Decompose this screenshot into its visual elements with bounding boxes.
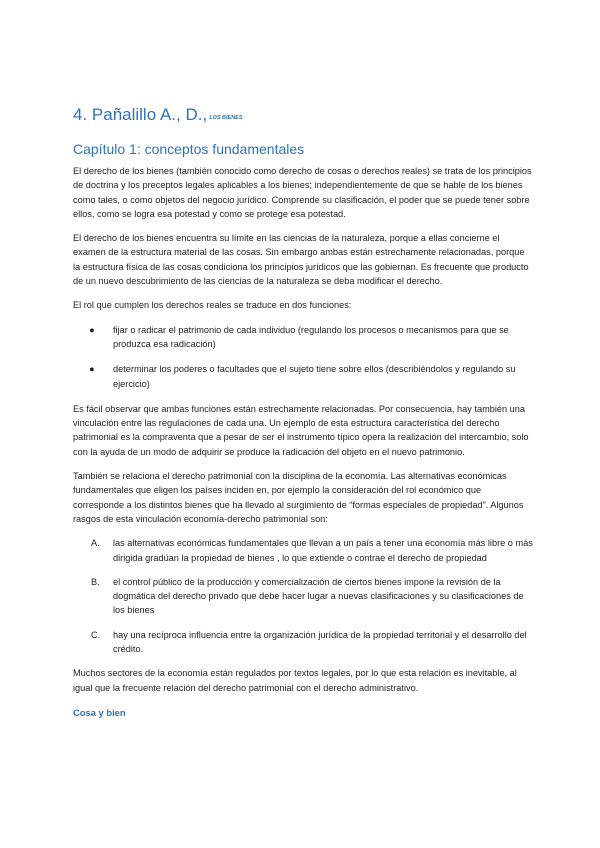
paragraph-conclusion: Muchos sectores de la economía están regulados por textos legales, por lo que esta relación es inevitable, al igual que la frecuente relación del derecho patrimonial con el derecho administrativo. <box>73 668 517 693</box>
list-item-text: determinar los poderes o facultades que el sujeto tiene sobre ellos (describiéndolos y regulando su ejercicio) <box>113 364 516 389</box>
list-item-text: el control público de la producción y comercialización de ciertos bienes impone la revisión de la dogmática del derecho privado que debe hacer lugar a nuevas clasificaciones y su clasificaciones de los bienes <box>113 576 524 616</box>
heading-subtitle: LOS BIENES <box>209 115 243 121</box>
document-page <box>73 104 533 718</box>
list-item <box>73 323 533 352</box>
list-item-text: las alternativas económicas fundamentales que llevan a un país a tener una economía más libre o más dirigida gradúan la propiedad de bienes , lo que extiende o contrae el derecho de propiedad <box>113 538 533 563</box>
bullet-icon: ● <box>89 364 95 375</box>
chapter-title: Capítulo 1: conceptos fundamentales <box>73 141 305 157</box>
paragraph-functions: El rol que cumplen los derechos reales se traduce en dos funciones: <box>73 300 352 311</box>
paragraph-relation: Es fácil observar que ambas funciones están estrechamente relacionadas. Por consecuencia, hay también una vinculación entre las regulaciones de cada una. Un ejemplo de esta estructura característica del derecho patrimonial es la compraventa que a pesar de ser el instrumento típico opera la realización del intercambio, solo con la ayuda de un modo de adquirir se produce la radicación del objeto en el nuevo patrimonio. <box>73 403 529 457</box>
paragraph-economy: También se relaciona el derecho patrimonial con la disciplina de la economía. Las alternativas económicas fundamentales que eligen los países inciden en, por ejemplo la consideración del rol económico que corresponde a los distintos bienes que ha llevado al surgimiento de “formas especiales de propiedad”. Algunos rasgos de esta vinculación economía-derecho patrimonial son: <box>73 471 524 524</box>
paragraph-limits: El derecho de los bienes encuentra su límite en las ciencias de la naturaleza, porque a ellas concierne el examen de la estructura material de las cosas. Sin embargo ambas están estrechamente relacionadas, porque la estructura física de las cosas condiciona los principios jurídicos que las gobiernan. Es frecuente que producto de un nuevo descubrimiento de las ciencias de la naturaleza se deba modificar el derecho. <box>73 233 529 287</box>
section-heading: Cosa y bien <box>73 706 126 718</box>
list-marker: A. <box>91 538 100 549</box>
paragraph-intro: El derecho de los bienes (también conocido como derecho de cosas o derechos reales) se trata de los principios de doctrina y los preceptos legales aplicables a los bienes; independientemente de que se hable de los bienes como tales, o como objetos del negocio jurídico. Comprende su clasificación, el poder que se puede tener sobre ellos, como se logra esa potestad y como se protege esa potestad. <box>73 166 532 219</box>
list-item <box>73 628 533 657</box>
heading-number-author: 4. Pañalillo A., D., <box>73 105 208 124</box>
bullet-icon: ● <box>89 324 95 335</box>
economy-traits-list <box>73 536 533 656</box>
list-marker: B. <box>91 576 100 587</box>
list-item <box>73 536 533 565</box>
document-heading <box>73 104 533 129</box>
list-item <box>73 575 533 618</box>
list-item-text: hay una recíproca influencia entre la organización jurídica de la propiedad territorial y el desarrollo del crédito. <box>113 629 527 655</box>
list-item-text: fijar o radicar el patrimonio de cada individuo (regulando los procesos o mecanismos para que se produzca esa radicación) <box>113 324 509 349</box>
list-item <box>73 362 533 391</box>
functions-list <box>73 323 533 391</box>
list-marker: C. <box>91 629 101 640</box>
